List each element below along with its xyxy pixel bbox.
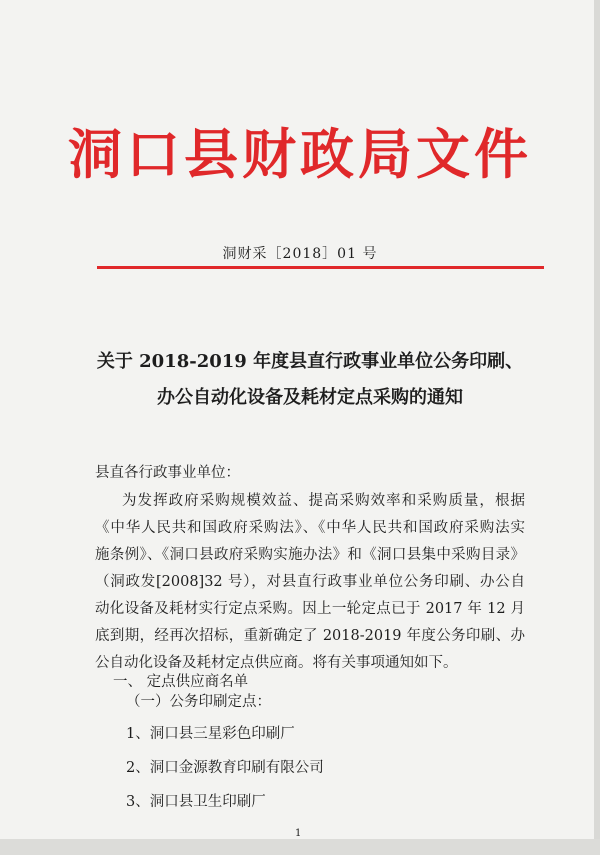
document-number: 洞财采［2018］01 号 [222, 246, 378, 262]
scan-bottom-edge [0, 839, 600, 855]
paragraph-line: 底到期，经再次招标，重新确定了 2018-2019 年度公务印刷、办 [95, 628, 525, 644]
subsection-heading: （一）公务印刷定点： [126, 694, 271, 710]
issuing-authority-title: 洞口县财政局文件 [68, 122, 532, 186]
paragraph-line: （洞政发[2008]32 号），对县直行政事业单位公务印刷、办公自 [95, 574, 525, 590]
paragraph-line: 为发挥政府采购规模效益、提高采购效率和采购质量，根据 [122, 493, 525, 509]
document-title-line-2: 办公自动化设备及耗材定点采购的通知 [157, 387, 463, 408]
paragraph-line: 《中华人民共和国政府采购法》、《中华人民共和国政府采购法实 [95, 520, 525, 536]
paragraph-line: 动化设备及耗材实行定点采购。因上一轮定点已于 2017 年 12 月 [95, 601, 525, 617]
paragraph-line: 施条例》、《洞口县政府采购实施办法》和《洞口县集中采购目录》 [95, 547, 525, 563]
document-title-line-1: 关于 2018-2019 年度县直行政事业单位公务印刷、 [96, 351, 524, 372]
section-heading: 一、 定点供应商名单 [113, 674, 249, 690]
scan-edge [594, 0, 600, 855]
paragraph-line: 公自动化设备及耗材定点供应商。将有关事项通知如下。 [95, 655, 458, 671]
page-number: 1 [295, 828, 302, 839]
list-item: 2、洞口金源教育印刷有限公司 [126, 760, 324, 776]
salutation: 县直各行政事业单位： [95, 465, 240, 481]
list-item: 1、洞口县三星彩色印刷厂 [126, 726, 295, 742]
list-item: 3、洞口县卫生印刷厂 [126, 794, 266, 810]
red-separator-line [97, 266, 544, 269]
